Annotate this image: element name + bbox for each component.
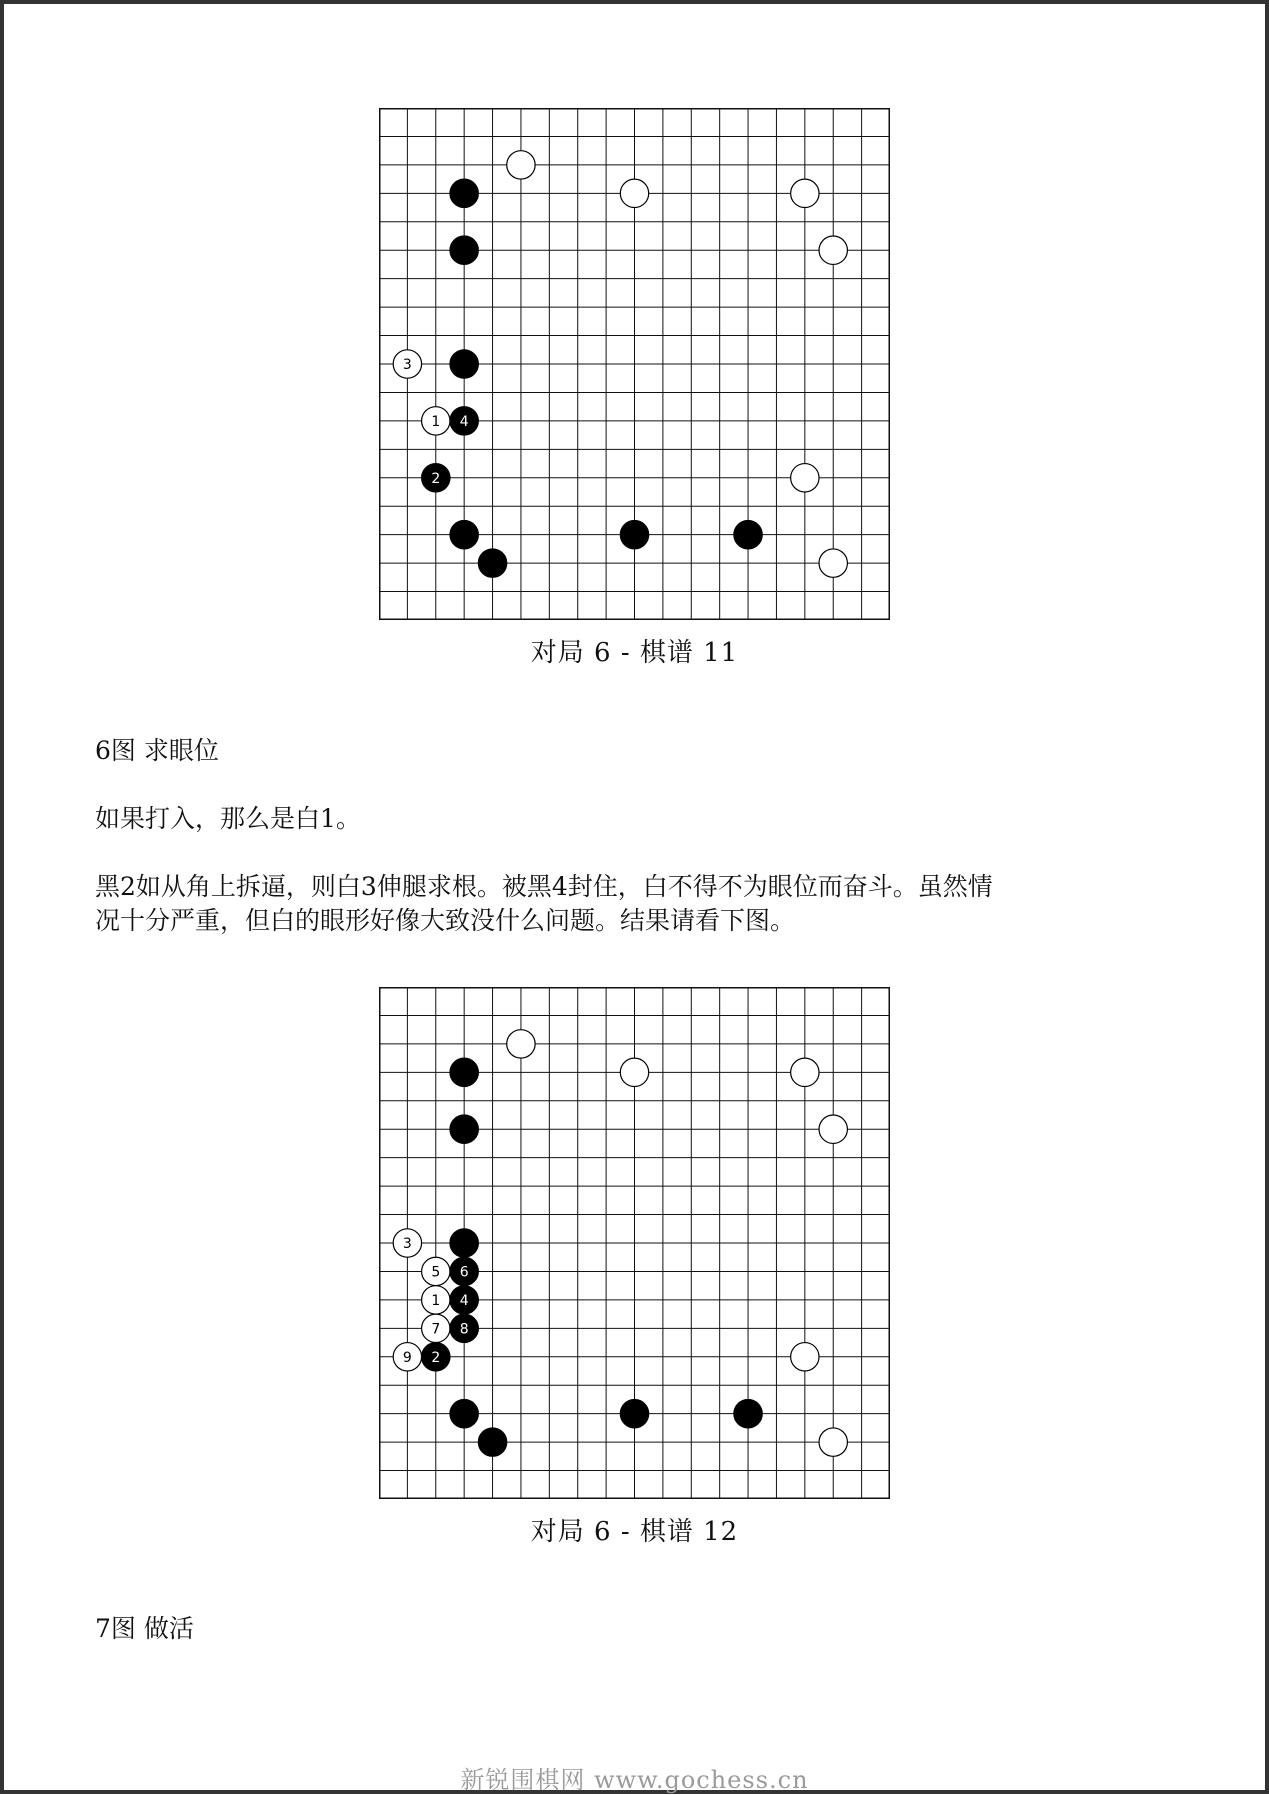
white-stone bbox=[393, 1343, 421, 1371]
white-stone bbox=[422, 1314, 450, 1342]
white-stone bbox=[819, 1428, 847, 1456]
black-stone bbox=[450, 1286, 478, 1314]
black-stone bbox=[450, 1115, 478, 1143]
black-stone bbox=[450, 236, 478, 264]
move-number-label: 3 bbox=[402, 357, 412, 373]
white-stone bbox=[507, 151, 535, 179]
black-stone bbox=[450, 1257, 478, 1285]
move-number-label: 1 bbox=[431, 413, 441, 430]
paragraph: 如果打入，那么是白1。 bbox=[95, 804, 361, 833]
black-stone bbox=[478, 549, 506, 577]
white-stone bbox=[791, 179, 819, 207]
white-stone bbox=[393, 350, 421, 378]
black-stone bbox=[422, 464, 450, 492]
black-stone bbox=[450, 1229, 478, 1257]
black-stone bbox=[734, 520, 762, 548]
black-stone bbox=[620, 1399, 648, 1427]
white-stone bbox=[819, 549, 847, 577]
move-number-label: 9 bbox=[402, 1349, 412, 1366]
diagram-caption-11: 对局 6 - 棋谱 11 bbox=[530, 638, 739, 668]
footer-watermark: 新锐围棋网 www.gochess.cn bbox=[460, 1766, 809, 1794]
go-board-diagram-12 bbox=[379, 987, 890, 1499]
white-stone bbox=[819, 236, 847, 264]
white-stone bbox=[422, 407, 450, 435]
black-stone bbox=[478, 1428, 506, 1456]
move-number-label: 2 bbox=[431, 1349, 441, 1366]
white-stone bbox=[393, 1229, 421, 1257]
white-stone bbox=[620, 1058, 648, 1086]
move-number-label: 1 bbox=[431, 1292, 441, 1309]
move-number-label: 8 bbox=[459, 1321, 469, 1338]
move-number-label: 2 bbox=[431, 470, 441, 487]
section-heading-6: 6图 求眼位 bbox=[95, 736, 219, 765]
black-stone bbox=[620, 520, 648, 548]
black-stone bbox=[450, 520, 478, 548]
move-number-label: 4 bbox=[459, 413, 469, 430]
black-stone bbox=[450, 407, 478, 435]
white-stone bbox=[791, 464, 819, 492]
black-stone bbox=[450, 350, 478, 378]
white-stone bbox=[422, 1286, 450, 1314]
move-number-label: 6 bbox=[459, 1264, 469, 1281]
black-stone bbox=[450, 179, 478, 207]
white-stone bbox=[819, 1115, 847, 1143]
white-stone bbox=[507, 1030, 535, 1058]
white-stone bbox=[422, 1257, 450, 1285]
white-stone bbox=[791, 1058, 819, 1086]
section-heading-7: 7图 做活 bbox=[95, 1614, 194, 1643]
black-stone bbox=[450, 1399, 478, 1427]
go-board-diagram-11 bbox=[379, 108, 890, 620]
paragraph-line: 黑2如从角上拆逼，则白3伸腿求根。被黑4封住，白不得不为眼位而奋斗。虽然情 bbox=[95, 872, 993, 901]
move-number-label: 7 bbox=[431, 1321, 441, 1338]
move-number-label: 5 bbox=[431, 1264, 441, 1281]
diagram-caption-12: 对局 6 - 棋谱 12 bbox=[530, 1517, 739, 1547]
white-stone bbox=[620, 179, 648, 207]
move-number-label: 4 bbox=[459, 1292, 469, 1309]
black-stone bbox=[450, 1314, 478, 1342]
move-number-label: 3 bbox=[402, 1236, 412, 1252]
black-stone bbox=[734, 1399, 762, 1427]
paragraph-line: 况十分严重，但白的眼形好像大致没什么问题。结果请看下图。 bbox=[95, 906, 796, 935]
black-stone bbox=[422, 1343, 450, 1371]
white-stone bbox=[791, 1343, 819, 1371]
black-stone bbox=[450, 1058, 478, 1086]
